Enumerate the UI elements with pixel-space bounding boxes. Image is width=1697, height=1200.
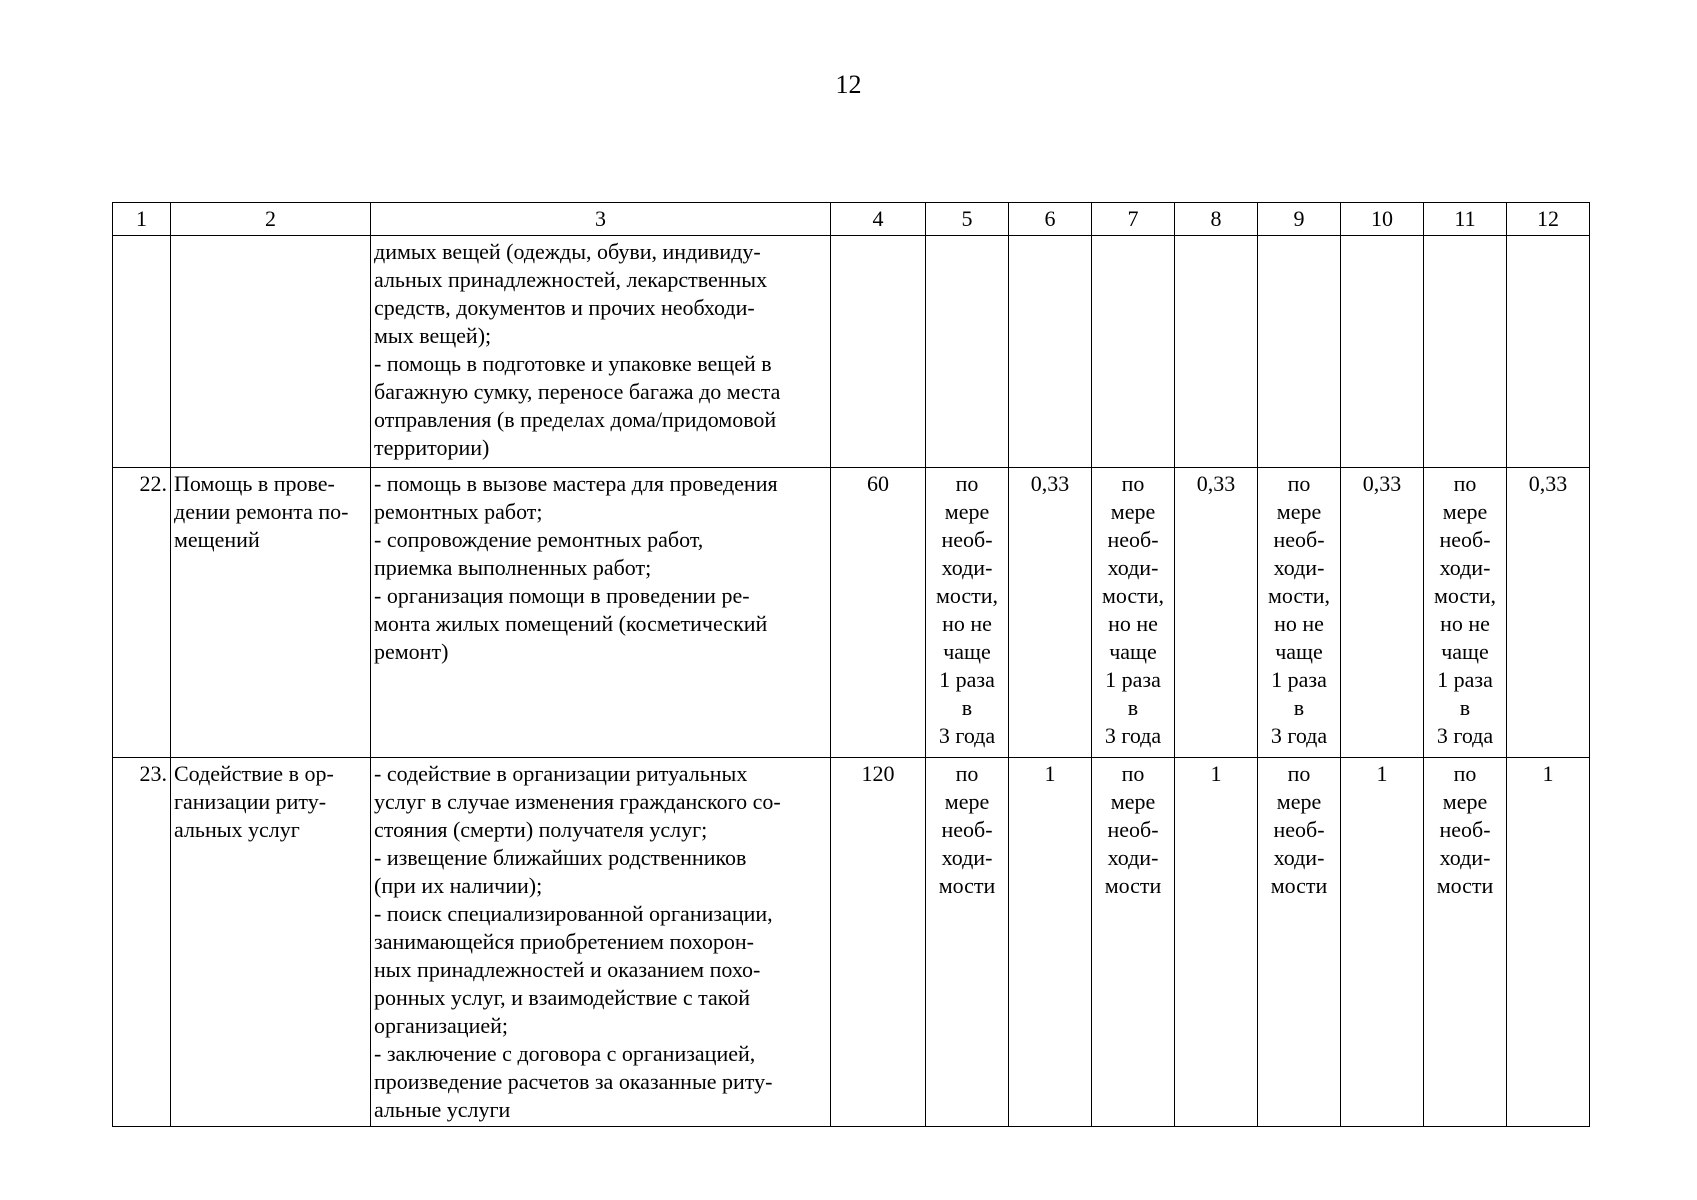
text-line: 1 раза — [1271, 667, 1327, 692]
cell-col4: 120 — [831, 758, 926, 1127]
text-line: ремонтных работ; — [374, 499, 543, 524]
service-name — [171, 468, 371, 758]
text-line: но не — [1440, 611, 1490, 636]
table-body — [113, 203, 1590, 1127]
text-line: в — [1293, 695, 1305, 720]
service-description — [371, 758, 831, 1127]
table-row — [113, 468, 1590, 758]
value-cell-col10: 0,33 — [1341, 468, 1424, 758]
text-line: - помощь в вызове мастера для проведения — [374, 471, 778, 496]
text-line: в — [961, 695, 973, 720]
text-line: ганизации риту- — [174, 789, 327, 814]
text-line: мости — [1270, 873, 1328, 898]
text-line: средств, документов и прочих необходи- — [374, 295, 755, 320]
text-line: необ- — [1107, 527, 1159, 552]
text-line: необ- — [941, 527, 993, 552]
cell-col10 — [1341, 236, 1424, 468]
column-number-11: 11 — [1424, 203, 1507, 236]
row-number: 22. — [113, 468, 171, 758]
value-cell-col8: 0,33 — [1175, 468, 1258, 758]
services-table — [112, 202, 1590, 1127]
column-number-8: 8 — [1175, 203, 1258, 236]
text-line: чаще — [943, 639, 991, 664]
text-line: занимающейся приобретением похорон- — [374, 929, 754, 954]
text-line: мере — [1442, 499, 1488, 524]
text-line: необ- — [1439, 817, 1491, 842]
text-line: мости — [938, 873, 996, 898]
table-row-continuation — [113, 236, 1590, 468]
text-line: димых вещей (одежды, обуви, индивиду- — [374, 239, 761, 264]
frequency-cell-col5 — [926, 468, 1009, 758]
text-line: мости, — [1267, 583, 1331, 608]
value-cell-col12: 1 — [1507, 758, 1590, 1127]
text-line: мости, — [1433, 583, 1497, 608]
cell-col4: 60 — [831, 468, 926, 758]
text-line: стояния (смерти) получателя услуг; — [374, 817, 708, 842]
text-line: в — [1127, 695, 1139, 720]
text-line: багажную сумку, переносе багажа до места — [374, 379, 781, 404]
text-line: ходи- — [1273, 845, 1325, 870]
frequency-cell-col7 — [1092, 758, 1175, 1127]
service-name — [171, 758, 371, 1127]
column-number-3: 3 — [371, 203, 831, 236]
column-number-4: 4 — [831, 203, 926, 236]
text-line: мере — [1442, 789, 1488, 814]
column-number-2: 2 — [171, 203, 371, 236]
text-line: необ- — [1273, 817, 1325, 842]
text-line: 3 года — [1104, 723, 1162, 748]
text-line: ходи- — [1107, 845, 1159, 870]
frequency-cell-col9 — [1258, 758, 1341, 1127]
cell-col7 — [1092, 236, 1175, 468]
text-line: но не — [942, 611, 992, 636]
text-line: произведение расчетов за оказанные риту- — [374, 1069, 773, 1094]
text-line: организацией; — [374, 1013, 508, 1038]
text-line: - помощь в подготовке и упаковке вещей в — [374, 351, 772, 376]
text-line: мере — [944, 789, 990, 814]
column-number-9: 9 — [1258, 203, 1341, 236]
text-line: по — [1453, 761, 1477, 786]
text-line: мере — [1110, 499, 1156, 524]
text-line: по — [955, 761, 979, 786]
text-line: ходи- — [1439, 845, 1491, 870]
text-line: - содействие в организации ритуальных — [374, 761, 748, 786]
text-line: мере — [1276, 789, 1322, 814]
text-line: приемка выполненных работ; — [374, 555, 652, 580]
column-number-5: 5 — [926, 203, 1009, 236]
text-line: 1 раза — [1105, 667, 1161, 692]
text-line: мости — [1436, 873, 1494, 898]
cell-name — [171, 236, 371, 468]
text-line: - сопровождение ремонтных работ, — [374, 527, 704, 552]
column-number-1: 1 — [113, 203, 171, 236]
text-line: территории) — [374, 435, 490, 460]
frequency-cell-col11 — [1424, 758, 1507, 1127]
cell-col12 — [1507, 236, 1590, 468]
text-line: в — [1459, 695, 1471, 720]
frequency-cell-col5 — [926, 758, 1009, 1127]
cell-col6 — [1009, 236, 1092, 468]
text-line: но не — [1108, 611, 1158, 636]
text-line: ходи- — [941, 555, 993, 580]
text-line: ходи- — [1107, 555, 1159, 580]
cell-col11 — [1424, 236, 1507, 468]
text-line: - извещение ближайших родственников — [374, 845, 747, 870]
cell-number — [113, 236, 171, 468]
text-line: - организация помощи в проведении ре- — [374, 583, 750, 608]
text-line: чаще — [1109, 639, 1157, 664]
text-line: необ- — [1107, 817, 1159, 842]
text-line: ходи- — [1439, 555, 1491, 580]
column-number-row — [113, 203, 1590, 236]
text-line: чаще — [1275, 639, 1323, 664]
text-line: 1 раза — [1437, 667, 1493, 692]
row-number: 23. — [113, 758, 171, 1127]
text-line: альных услуг — [174, 817, 300, 842]
cell-col4 — [831, 236, 926, 468]
value-cell-col8: 1 — [1175, 758, 1258, 1127]
text-line: 1 раза — [939, 667, 995, 692]
column-number-12: 12 — [1507, 203, 1590, 236]
value-cell-col6: 0,33 — [1009, 468, 1092, 758]
text-line: - поиск специализированной организации, — [374, 901, 773, 926]
frequency-cell-col11 — [1424, 468, 1507, 758]
text-line: необ- — [941, 817, 993, 842]
text-line: мости, — [1101, 583, 1165, 608]
text-line: необ- — [1439, 527, 1491, 552]
text-line: чаще — [1441, 639, 1489, 664]
text-line: дении ремонта по- — [174, 499, 349, 524]
column-number-10: 10 — [1341, 203, 1424, 236]
text-line: мости, — [935, 583, 999, 608]
text-line: ходи- — [1273, 555, 1325, 580]
text-line: альные услуги — [374, 1097, 511, 1122]
text-line: мых вещей); — [374, 323, 492, 348]
text-line: ходи- — [941, 845, 993, 870]
text-line: по — [1453, 471, 1477, 496]
text-line: по — [955, 471, 979, 496]
page-number: 12 — [835, 70, 862, 99]
text-line: ремонт) — [374, 639, 449, 664]
frequency-cell-col7 — [1092, 468, 1175, 758]
text-line: монта жилых помещений (косметический — [374, 611, 768, 636]
text-line: мере — [1276, 499, 1322, 524]
column-number-7: 7 — [1092, 203, 1175, 236]
frequency-cell-col9 — [1258, 468, 1341, 758]
value-cell-col10: 1 — [1341, 758, 1424, 1127]
text-line: Содействие в ор- — [174, 761, 334, 786]
text-line: 3 года — [1270, 723, 1328, 748]
text-line: 3 года — [1436, 723, 1494, 748]
table-row — [113, 758, 1590, 1127]
text-line: по — [1121, 761, 1145, 786]
service-description — [371, 468, 831, 758]
text-line: (при их наличии); — [374, 873, 543, 898]
value-cell-col6: 1 — [1009, 758, 1092, 1127]
text-line: по — [1287, 471, 1311, 496]
text-line: мере — [1110, 789, 1156, 814]
column-number-6: 6 — [1009, 203, 1092, 236]
cell-col9 — [1258, 236, 1341, 468]
text-line: ронных услуг, и взаимодействие с такой — [374, 985, 751, 1010]
text-line: Помощь в прове- — [174, 471, 335, 496]
cell-col5 — [926, 236, 1009, 468]
text-line: по — [1121, 471, 1145, 496]
text-line: 3 года — [938, 723, 996, 748]
text-line: альных принадлежностей, лекарственных — [374, 267, 768, 292]
text-line: мещений — [174, 527, 260, 552]
cell-col8 — [1175, 236, 1258, 468]
text-line: ных принадлежностей и оказанием похо- — [374, 957, 761, 982]
text-line: но не — [1274, 611, 1324, 636]
text-line: необ- — [1273, 527, 1325, 552]
text-line: мере — [944, 499, 990, 524]
text-line: по — [1287, 761, 1311, 786]
cell-description — [371, 236, 831, 468]
text-line: отправления (в пределах дома/придомовой — [374, 407, 777, 432]
text-line: мости — [1104, 873, 1162, 898]
value-cell-col12: 0,33 — [1507, 468, 1590, 758]
text-line: - заключение с договора с организацией, — [374, 1041, 756, 1066]
text-line: услуг в случае изменения гражданского со- — [374, 789, 781, 814]
